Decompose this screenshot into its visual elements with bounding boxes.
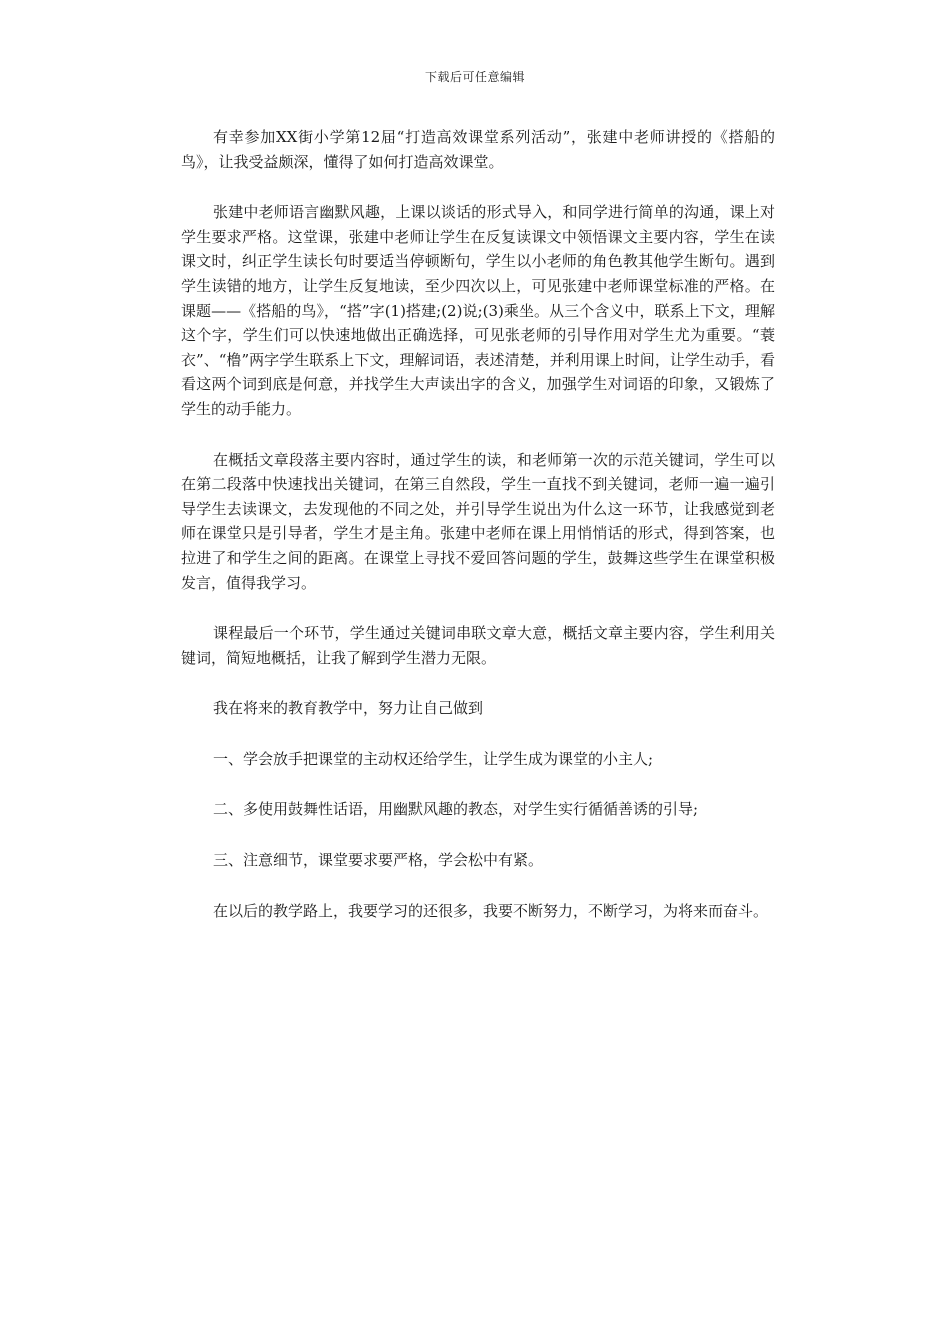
list-item-3: 三、注意细节，课堂要求要严格，学会松中有紧。 — [213, 851, 544, 870]
paragraph-3: 在概括文章段落主要内容时，通过学生的读，和老师第一次的示范关键词，学生可以在第二段落中快速找出关键词，在第三自然段，学生一直找不到关键词，老师一遍一遍引导学生去读课文，去发现他的不同之处，并引导学生说出为什么这一环节，让我感觉到老师在课堂只是引导者，学生才是主角。张建中老师在课上用悄悄话的形式，得到答案，也拉进了和学生之间的距离。在课堂上寻找不爱回答问题的学生，鼓舞这些学生在课堂积极发言，值得我学习。 — [181, 450, 775, 592]
paragraph-1: 有幸参加XX街小学第12届“打造高效课堂系列活动”，张建中老师讲授的《搭船的鸟》，让我受益颇深，懂得了如何打造高效课堂。 — [181, 128, 775, 171]
page-header: 下载后可任意编辑 — [424, 70, 525, 84]
list-item-2: 二、多使用鼓舞性话语，用幽默风趣的教态，对学生实行循循善诱的引导; — [213, 800, 699, 819]
paragraph-2: 张建中老师语言幽默风趣，上课以谈话的形式导入，和同学进行简单的沟通，课上对学生要求严格。这堂课，张建中老师让学生在反复读课文中领悟课文主要内容，学生在读课文时，纠正学生读长句时要适当停顿断句，学生以小老师的角色教其他学生断句。遇到学生读错的地方，让学生反复地读，至少四次以上，可见张建中老师课堂标准的严格。在课题——《搭船的鸟》，“搭”字(1)搭建;(2)说;(3)乘坐。从三个含义中，联系上下文，理解这个字，学生们可以快速地做出正确选择，可见张老师的引导作用对学生尤为重要。“蓑衣”、“橹”两字学生联系上下文，理解词语，表述清楚，并利用课上时间，让学生动手，看看这两个词到底是何意，并找学生大声读出字的含义，加强学生对词语的印象，又锻炼了学生的动手能力。 — [181, 203, 775, 418]
list-item-1: 一、学会放手把课堂的主动权还给学生，让学生成为课堂的小主人; — [213, 749, 654, 768]
paragraph-closing: 在以后的教学路上，我要学习的还很多，我要不断努力，不断学习，为将来而奋斗。 — [213, 901, 769, 920]
document-body — [181, 125, 775, 949]
paragraph-4: 课程最后一个环节，学生通过关键词串联文章大意，概括文章主要内容，学生利用关键词，简短地概括，让我了解到学生潜力无限。 — [181, 624, 775, 667]
paragraph-5: 我在将来的教育教学中，努力让自己做到 — [213, 699, 484, 718]
